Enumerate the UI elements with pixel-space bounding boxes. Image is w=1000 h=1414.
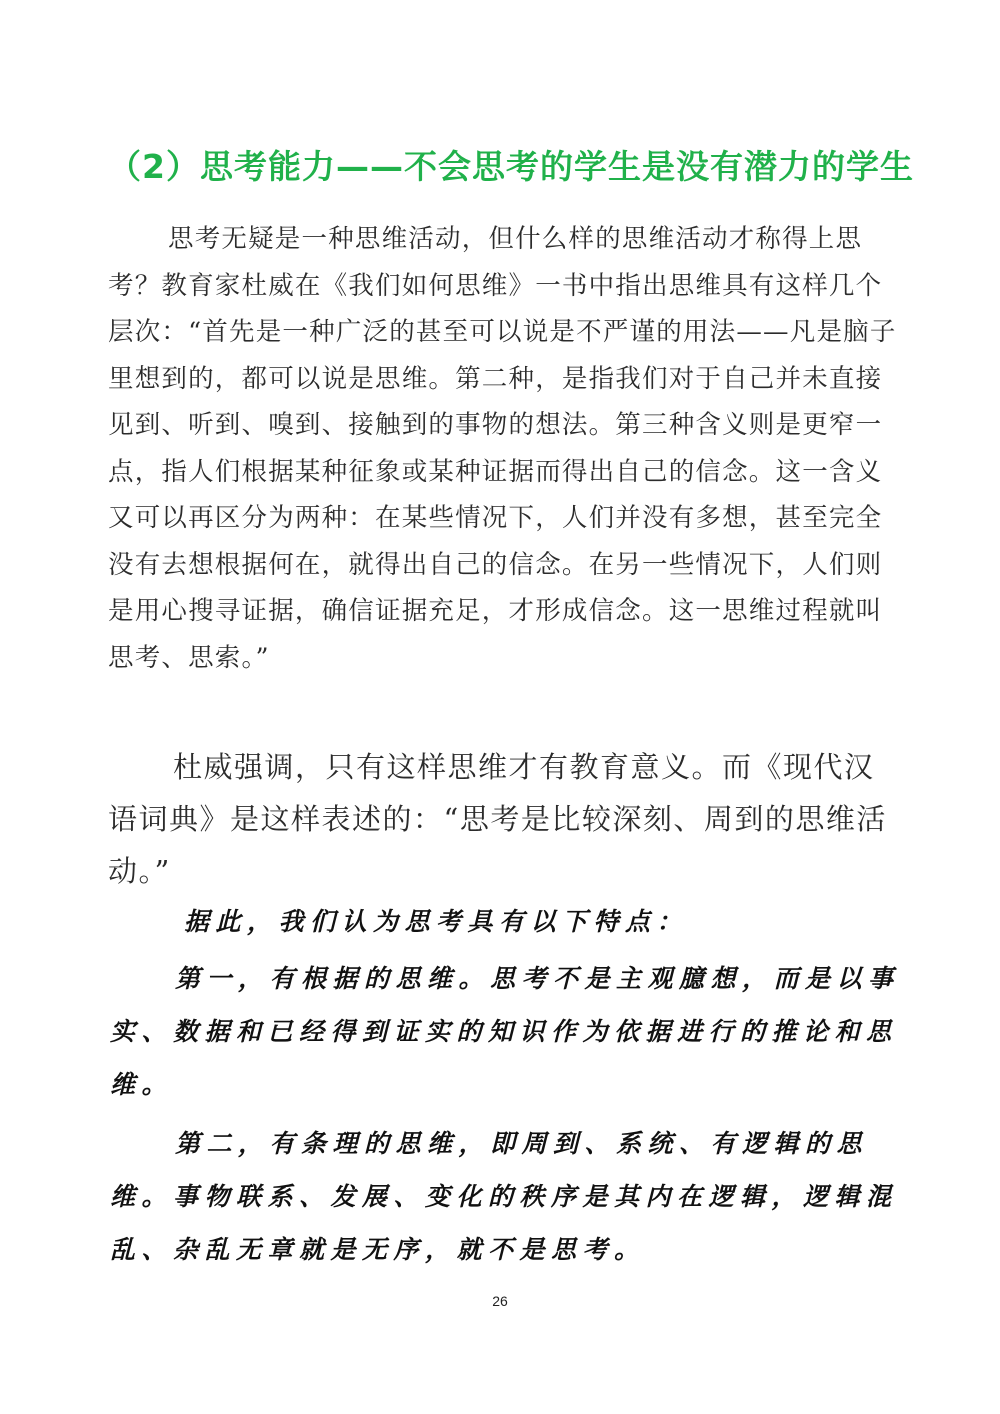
body-paragraph-2-text: 杜威强调，只有这样思维才有教育意义。而《现代汉语词典》是这样表述的：“思考是比较深刻、周到的思维活动。” — [108, 750, 887, 888]
body-paragraph-1 — [108, 216, 898, 681]
body-paragraph-1-text: 思考无疑是一种思维活动，但什么样的思维活动才称得上思考？教育家杜威在《我们如何思维》一书中指出思维具有这样几个层次：“首先是一种广泛的甚至可以说是不严谨的用法——凡是脑子里想到的，都可以说是思维。第二种，是指我们对于自己并未直接见到、听到、嗅到、接触到的事物的想法。第三种含义则是更窄一点，指人们根据某种征象或某种证据而得出自己的信念。这一含义又可以再区分为两种：在某些情况下，人们并没有多想，甚至完全没有去想根据何在，就得出自己的信念。在另一些情况下，人们则是用心搜寻证据，确信证据充足，才形成信念。这一思维过程就叫思考、思索。” — [108, 224, 897, 673]
calligraphy-paragraph-point-1 — [110, 952, 900, 1111]
body-paragraph-2 — [108, 741, 898, 897]
page-number: 26 — [492, 1293, 508, 1309]
section-heading: （2）思考能力——不会思考的学生是没有潜力的学生 — [108, 147, 914, 186]
calligraphy-paragraph-point-1-text: 第一，有根据的思维。思考不是主观臆想，而是以事实、数据和已经得到证实的知识作为依据进行的推论和思维。 — [110, 964, 900, 1099]
calligraphy-paragraph-point-2 — [110, 1117, 900, 1276]
calligraphy-paragraph-intro: 据此，我们认为思考具有以下特点： — [184, 907, 689, 936]
calligraphy-paragraph-point-2-text: 第二，有条理的思维，即周到、系统、有逻辑的思维。事物联系、发展、变化的秩序是其内在逻辑，逻辑混乱、杂乱无章就是无序，就不是思考。 — [110, 1129, 898, 1264]
